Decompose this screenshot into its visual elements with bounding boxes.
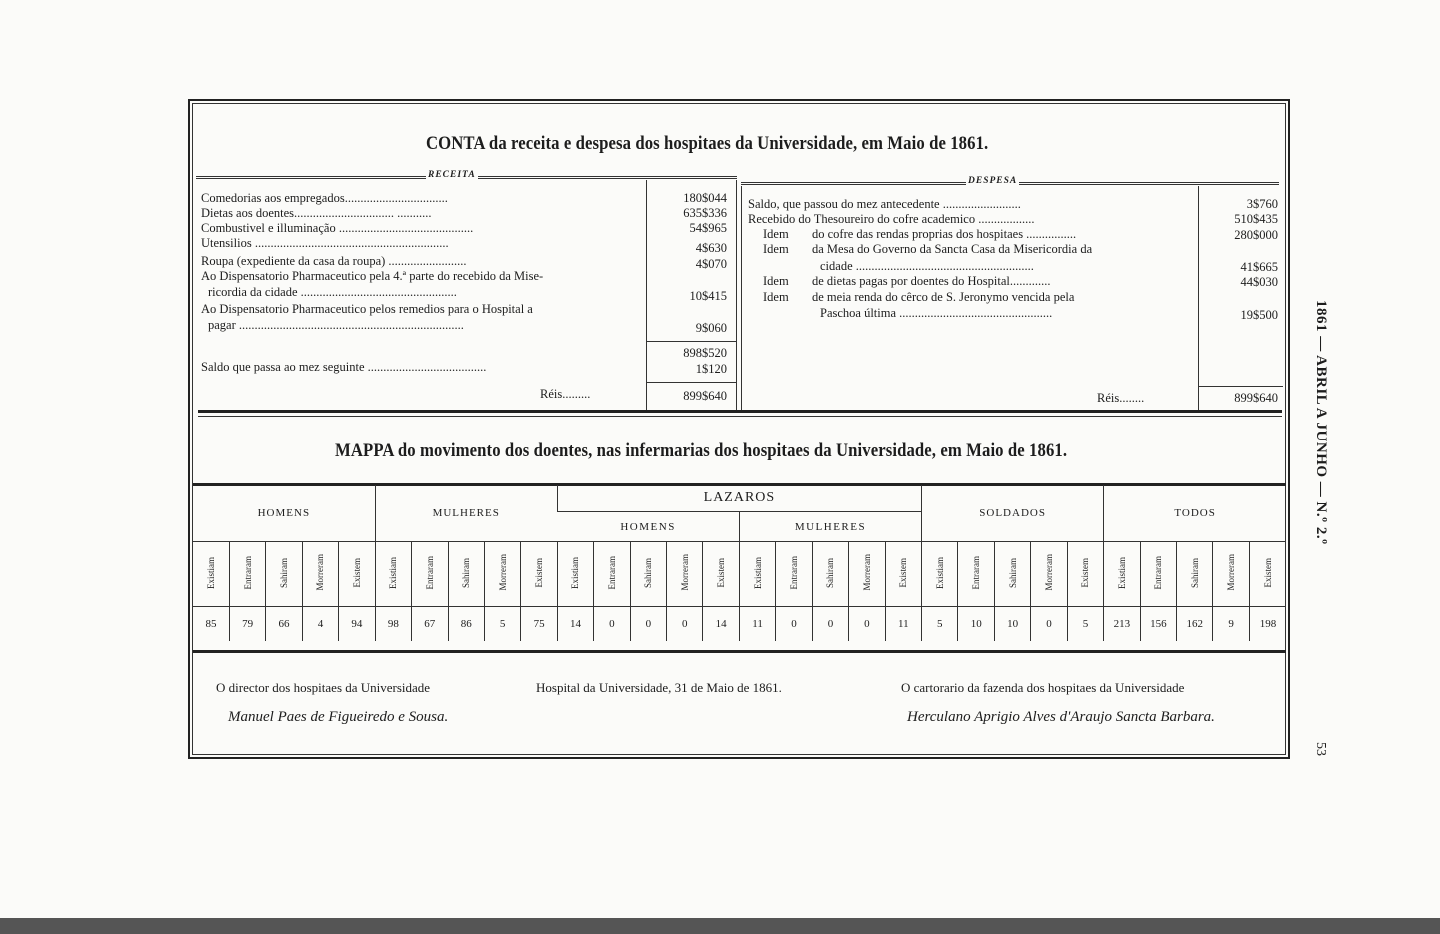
place-date: Hospital da Universidade, 31 de Maio de 1861. xyxy=(536,680,782,695)
column-header xyxy=(302,542,338,607)
value-cell: 213 xyxy=(1104,607,1140,642)
receita-right-divider xyxy=(736,180,737,412)
value-cell: 0 xyxy=(667,607,703,642)
column-header xyxy=(849,542,885,607)
column-header-label: Morreram xyxy=(1226,554,1237,591)
column-header-label: Entraram xyxy=(606,555,617,590)
column-header-label: Sahiram xyxy=(279,557,290,588)
cartorario-signature: Herculano Aprigio Alves d'Araujo Sancta Barbara. xyxy=(907,709,1215,725)
column-header-label: Existem xyxy=(716,557,727,588)
despesa-value: 41$665 xyxy=(1240,260,1278,274)
despesa-idem: Idem xyxy=(763,274,789,288)
column-header xyxy=(448,542,484,607)
receita-value-divider xyxy=(646,180,647,412)
receita-value: 180$044 xyxy=(683,191,727,205)
value-cell: 98 xyxy=(375,607,411,642)
despesa-reis-label: Réis........ xyxy=(1097,391,1145,405)
receita-item: pagar ........................................................................ xyxy=(208,318,464,332)
column-header xyxy=(885,542,921,607)
column-header xyxy=(193,542,229,607)
despesa-label: DESPESA xyxy=(968,176,1018,186)
column-header-label: Existiam xyxy=(934,556,945,589)
saldo-text: Saldo que passa ao mez seguinte ...................................... xyxy=(201,360,487,374)
value-cell: 5 xyxy=(484,607,520,642)
column-header-label: Sahiram xyxy=(825,557,836,588)
despesa-value: 44$030 xyxy=(1240,275,1278,289)
despesa-value: 280$000 xyxy=(1234,228,1278,242)
receita-item: ricordia da cidade .................................................. xyxy=(208,285,457,299)
column-header-label: Existem xyxy=(1262,557,1273,588)
despesa-left-divider xyxy=(741,186,742,412)
receita-value: 635$336 xyxy=(683,206,727,220)
column-header-label: Entraram xyxy=(242,555,253,590)
column-header xyxy=(1249,542,1286,607)
column-header xyxy=(484,542,520,607)
column-header-label: Existem xyxy=(898,557,909,588)
column-header-label: Existem xyxy=(351,557,362,588)
receita-value: 9$060 xyxy=(695,321,727,335)
column-header xyxy=(1177,542,1213,607)
running-head: 1861 — ABRIL A JUNHO — N.º 2.º xyxy=(1313,300,1329,545)
column-header-label: Sahiram xyxy=(461,557,472,588)
column-header-label: Morreram xyxy=(861,554,872,591)
column-header xyxy=(630,542,666,607)
column-header-label: Sahiram xyxy=(1189,557,1200,588)
column-header xyxy=(958,542,994,607)
value-cell: 0 xyxy=(1031,607,1067,642)
column-header-label: Existiam xyxy=(388,556,399,589)
despesa-item: de meia renda do cêrco de S. Jeronymo vencida pela xyxy=(812,290,1075,304)
value-cell: 156 xyxy=(1140,607,1176,642)
values-row xyxy=(193,607,1286,642)
column-header xyxy=(375,542,411,607)
value-cell: 14 xyxy=(703,607,739,642)
receita-item: Comedorias aos empregados................................. xyxy=(201,191,448,205)
despesa-item: da Mesa do Governo da Sancta Casa da Misericordia da xyxy=(812,242,1093,256)
column-header xyxy=(994,542,1030,607)
receita-item: Utensilios .............................................................. xyxy=(201,236,449,250)
value-cell: 86 xyxy=(448,607,484,642)
receita-item: Ao Dispensatorio Pharmaceutico pelos remedios para o Hospital a xyxy=(201,302,533,316)
value-cell: 75 xyxy=(521,607,557,642)
value-cell: 0 xyxy=(594,607,630,642)
value-cell: 79 xyxy=(229,607,265,642)
column-header-label: Existem xyxy=(534,557,545,588)
subtotal-rule xyxy=(646,341,736,342)
value-cell: 0 xyxy=(812,607,848,642)
column-header xyxy=(339,542,375,607)
column-header xyxy=(739,542,775,607)
value-cell: 5 xyxy=(1067,607,1103,642)
column-header-label: Existiam xyxy=(1116,556,1127,589)
column-header xyxy=(703,542,739,607)
column-header-label: Morreram xyxy=(497,554,508,591)
director-signature: Manuel Paes de Figueiredo e Sousa. xyxy=(228,709,449,725)
despesa-item: cidade ......................................................... xyxy=(820,259,1034,273)
column-header-label: Entraram xyxy=(424,555,435,590)
value-cell: 11 xyxy=(739,607,775,642)
receita-item: Ao Dispensatorio Pharmaceutico pela 4.ª parte do recebido da Mise- xyxy=(201,269,544,283)
receita-item: Roupa (expediente da casa da roupa) ......................... xyxy=(201,254,467,268)
column-header-label: Sahiram xyxy=(643,557,654,588)
mappa-table xyxy=(193,485,1286,641)
column-header-label: Morreram xyxy=(315,554,326,591)
value-cell: 198 xyxy=(1249,607,1286,642)
despesa-value: 19$500 xyxy=(1240,308,1278,322)
column-header xyxy=(229,542,265,607)
receita-value: 4$630 xyxy=(695,241,727,255)
saldo-value: 1$120 xyxy=(695,362,727,376)
column-header-label: Existiam xyxy=(752,556,763,589)
cartorario-title: O cartorario da fazenda dos hospitaes da Universidade xyxy=(901,680,1185,695)
despesa-value: 3$760 xyxy=(1246,197,1278,211)
despesa-value: 510$435 xyxy=(1234,212,1278,226)
value-cell: 67 xyxy=(412,607,448,642)
director-title: O director dos hospitaes da Universidade xyxy=(216,680,431,695)
group-mulheres: MULHERES xyxy=(375,485,557,542)
group-lazaros-mulheres: MULHERES xyxy=(739,512,921,542)
receita-item: Dietas aos doentes................................ ........... xyxy=(201,206,432,220)
receita-item: Combustivel e illuminação ........................................... xyxy=(201,221,474,235)
receita-label: RECEITA xyxy=(428,170,476,180)
column-header xyxy=(594,542,630,607)
column-header xyxy=(922,542,958,607)
group-lazaros: LAZAROS xyxy=(557,485,921,512)
group-soldados: SOLDADOS xyxy=(922,485,1104,542)
receita-subtotal: 898$520 xyxy=(683,346,727,360)
receita-value: 54$965 xyxy=(689,221,727,235)
receita-reis-label: Réis......... xyxy=(540,387,591,401)
column-header xyxy=(1067,542,1103,607)
scan-edge xyxy=(0,918,1440,934)
column-header xyxy=(1140,542,1176,607)
group-lazaros-homens: HOMENS xyxy=(620,520,676,533)
column-header xyxy=(1213,542,1249,607)
receita-value: 4$070 xyxy=(695,257,727,271)
despesa-value-divider xyxy=(1198,186,1199,412)
column-header-label: Existem xyxy=(1080,557,1091,588)
despesa-item: Recebido do Thesoureiro do cofre academico .................. xyxy=(748,212,1035,226)
column-header-label: Existiam xyxy=(570,556,581,589)
value-cell: 66 xyxy=(266,607,302,642)
total-rule xyxy=(646,382,736,383)
column-header-label: Entraram xyxy=(971,555,982,590)
value-cell: 85 xyxy=(193,607,229,642)
column-header xyxy=(1031,542,1067,607)
despesa-total-rule xyxy=(1198,386,1283,387)
column-header xyxy=(266,542,302,607)
column-header xyxy=(557,542,593,607)
column-header-label: Existiam xyxy=(205,556,216,589)
receita-total: 899$640 xyxy=(683,389,727,403)
group-homens: HOMENS xyxy=(257,507,311,519)
group-todos: TODOS xyxy=(1104,485,1286,542)
column-header-label: Entraram xyxy=(789,555,800,590)
conta-title: CONTA da receita e despesa dos hospitaes da Universidade, em Maio de 1861. xyxy=(426,133,989,154)
value-cell: 0 xyxy=(776,607,812,642)
despesa-item: do cofre das rendas proprias dos hospitaes ................ xyxy=(812,227,1077,241)
column-header xyxy=(412,542,448,607)
column-header-label: Entraram xyxy=(1153,555,1164,590)
mappa-bottom-rule xyxy=(193,650,1286,653)
column-header-label: Morreram xyxy=(679,554,690,591)
despesa-total: 899$640 xyxy=(1234,391,1278,405)
value-cell: 94 xyxy=(339,607,375,642)
value-cell: 0 xyxy=(849,607,885,642)
section-separator xyxy=(198,410,1282,413)
value-cell: 9 xyxy=(1213,607,1249,642)
column-header xyxy=(812,542,848,607)
despesa-item: de dietas pagas por doentes do Hospital............. xyxy=(812,274,1051,288)
value-cell: 11 xyxy=(885,607,921,642)
despesa-item: Saldo, que passou do mez antecedente ......................... xyxy=(748,197,1021,211)
despesa-item: Paschoa última ................................................. xyxy=(820,306,1053,320)
value-cell: 162 xyxy=(1177,607,1213,642)
value-cell: 10 xyxy=(994,607,1030,642)
value-cell: 0 xyxy=(630,607,666,642)
column-header xyxy=(776,542,812,607)
despesa-idem: Idem xyxy=(763,290,789,304)
column-header-label: Morreram xyxy=(1044,554,1055,591)
column-header xyxy=(521,542,557,607)
value-cell: 4 xyxy=(302,607,338,642)
column-headers xyxy=(193,542,1286,607)
receita-value: 10$415 xyxy=(689,289,727,303)
page-number: 53 xyxy=(1313,742,1328,756)
mappa-title: MAPPA do movimento dos doentes, nas infermarias dos hospitaes da Universidade, em Maio de 1861. xyxy=(335,440,1068,461)
section-separator-thin xyxy=(198,416,1282,417)
value-cell: 10 xyxy=(958,607,994,642)
column-header-label: Sahiram xyxy=(1007,557,1018,588)
value-cell: 14 xyxy=(557,607,593,642)
despesa-idem: Idem xyxy=(763,227,789,241)
despesa-idem: Idem xyxy=(763,242,789,256)
column-header xyxy=(667,542,703,607)
value-cell: 5 xyxy=(922,607,958,642)
column-header xyxy=(1104,542,1140,607)
